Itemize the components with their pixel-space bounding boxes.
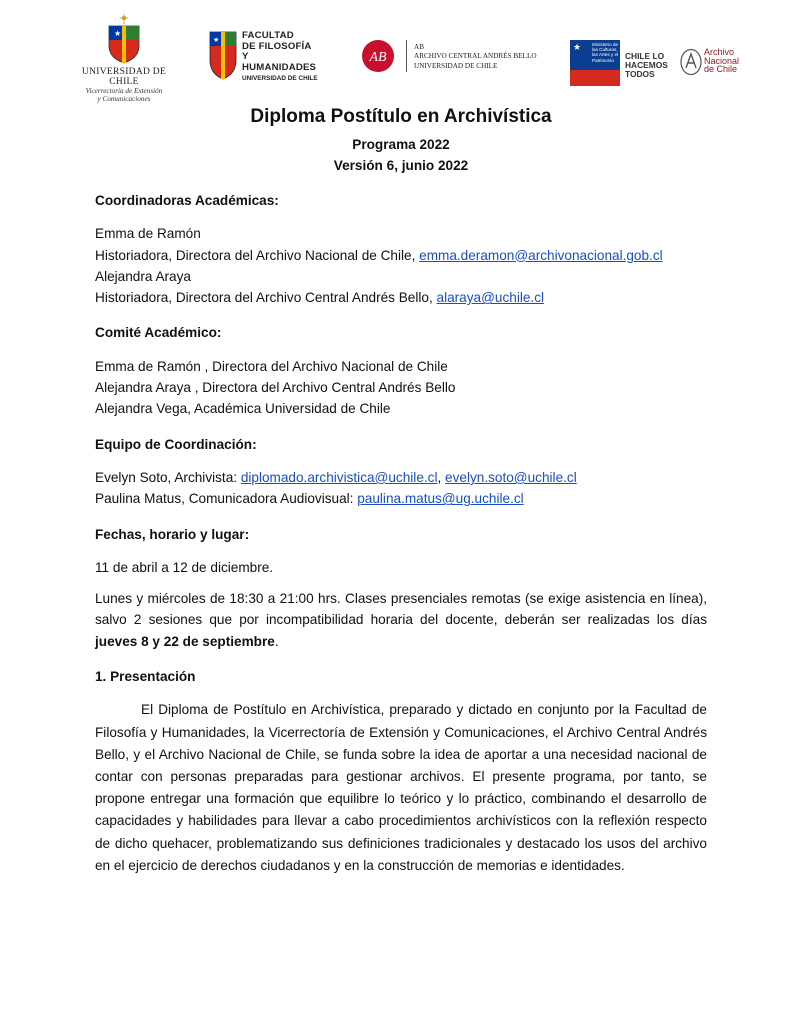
ffh-shield-icon	[208, 30, 238, 80]
uchile-logo	[72, 14, 176, 103]
ffh-title	[242, 31, 318, 73]
equipo-line-1	[95, 467, 707, 488]
email-link[interactable]: diplomado.archivistica@uchile.cl	[240, 469, 438, 485]
equipo-heading: Equipo de Coordinación:	[95, 436, 257, 452]
uchile-subtitle-1: Vicerrectoría de Extensión	[85, 87, 163, 95]
comite-heading: Comité Académico:	[95, 325, 222, 341]
program-year: Programa 2022	[352, 137, 450, 152]
slogan-line-1: CHILE LO	[625, 51, 665, 61]
acab-seal-icon	[360, 38, 396, 74]
email-link[interactable]: emma.deramon@archivonacional.gob.cl	[419, 247, 663, 263]
version-line: Versión 6, junio 2022	[333, 158, 469, 173]
acab-logo	[360, 38, 537, 78]
coordinadora-2-name: Alejandra Araya	[95, 268, 191, 284]
uchile-name: UNIVERSIDAD DE CHILE	[81, 67, 167, 87]
comite-member: Alejandra Vega, Académica Universidad de Chile	[95, 401, 391, 417]
equipo-member-text: Evelyn Soto, Archivista:	[95, 469, 241, 485]
coordinadora-2-role-text: Historiadora, Directora del Archivo Central Andrés Bello,	[95, 290, 437, 306]
acab-divider	[406, 40, 407, 72]
archivo-nacional-title	[704, 48, 739, 74]
email-link[interactable]: alaraya@uchile.cl	[436, 290, 545, 306]
ministerio-name: Ministerio de las Culturas, las Artes y el Patrimonio	[592, 42, 619, 63]
archivo-nacional-logo	[680, 48, 746, 78]
fechas-dates: 11 de abril a 12 de diciembre.	[95, 559, 274, 575]
star-icon: ★	[573, 42, 582, 52]
document-body	[95, 104, 707, 877]
schedule-bold-dates: jueves 8 y 22 de septiembre	[95, 633, 275, 649]
coordinadora-1-role-text: Historiadora, Directora del Archivo Nacional de Chile,	[95, 247, 420, 263]
logo-header	[72, 14, 742, 114]
archivo-nacional-emblem-icon	[680, 48, 702, 76]
acab-title	[414, 43, 537, 71]
email-link[interactable]: evelyn.soto@uchile.cl	[445, 469, 577, 485]
anc-line-1: Archivo	[704, 47, 735, 57]
acab-line-3: UNIVERSIDAD DE CHILE	[414, 61, 498, 70]
equipo-member-text: Paulina Matus, Comunicadora Audiovisual:	[95, 491, 358, 507]
ministerio-slogan	[625, 52, 668, 80]
email-link[interactable]: paulina.matus@ug.uchile.cl	[357, 491, 524, 507]
equipo-line-2	[95, 488, 707, 509]
svg-text:★: ★	[114, 29, 122, 38]
presentacion-heading: 1. Presentación	[95, 669, 196, 685]
coordinadora-1-name: Emma de Ramón	[95, 226, 201, 242]
uchile-shield-icon	[104, 14, 144, 64]
acab-seal-mark: AB	[369, 50, 387, 65]
coordinadora-2-role	[95, 287, 707, 308]
ffh-line-2: DE FILOSOFÍA	[242, 40, 312, 52]
anc-line-2: Nacional	[704, 55, 740, 66]
presentacion-body: El Diploma de Postítulo en Archivística, preparado y dictado en conjunto por la Facultad de Filosofía y Humanidades, la Vicerrectoría de Extensión y Comunicaciones, el Archivo Central Andrés Bello, y el Archivo Nacional de Chile, se funda sobre la idea de aportar a una necesidad nacional de contar con personas preparadas para gestionar archivos. El presente programa, por tanto, se propone entregar una formación que equilibre lo teórico y lo práctico, combinando el desarrollo de capacidades y habilidades para llevar a cabo procedimientos archivísticos con la reflexión respecto de dicho quehacer, problematizando sus definiciones tradicionales y destacado los usos del archivo en el ejercicio de derechos ciudadanos y en la construcción de memorias e identidades.	[95, 702, 707, 873]
ffh-logo	[208, 30, 318, 88]
comite-member: Alejandra Araya , Directora del Archivo Central Andrés Bello	[95, 380, 456, 396]
coordinadoras-heading: Coordinadoras Académicas:	[95, 193, 279, 208]
acab-line-1: AB	[414, 43, 424, 51]
slogan-line-2: HACEMOS	[625, 60, 668, 71]
ffh-line-3: Y HUMANIDADES	[242, 51, 317, 73]
comite-member: Emma de Ramón , Directora del Archivo Nacional de Chile	[95, 358, 448, 374]
email-separator: ,	[437, 469, 446, 485]
fechas-schedule	[95, 588, 707, 652]
ministerio-flag	[570, 40, 620, 86]
schedule-end: .	[274, 633, 279, 649]
fechas-heading: Fechas, horario y lugar:	[95, 526, 250, 542]
coordinadora-1-role	[95, 245, 707, 266]
slogan-line-3: TODOS	[625, 69, 655, 80]
ffh-line-1: FACULTAD	[242, 30, 294, 41]
acab-line-2: ARCHIVO CENTRAL ANDRÉS BELLO	[414, 52, 537, 61]
svg-text:★: ★	[213, 37, 220, 44]
ministerio-logo	[570, 40, 688, 88]
anc-line-3: de Chile	[704, 64, 738, 75]
schedule-text: Lunes y miércoles de 18:30 a 21:00 hrs. Clases presenciales remotas (se exige asistencia en línea), salvo 2 sesiones que por incompatibilidad horaria del docente, deberán ser realizadas los días	[95, 591, 707, 628]
document-title: Diploma Postítulo en Archivística	[250, 106, 552, 127]
ffh-line-4: UNIVERSIDAD DE CHILE	[242, 75, 318, 82]
uchile-subtitle-2: y Comunicaciones	[97, 95, 151, 103]
